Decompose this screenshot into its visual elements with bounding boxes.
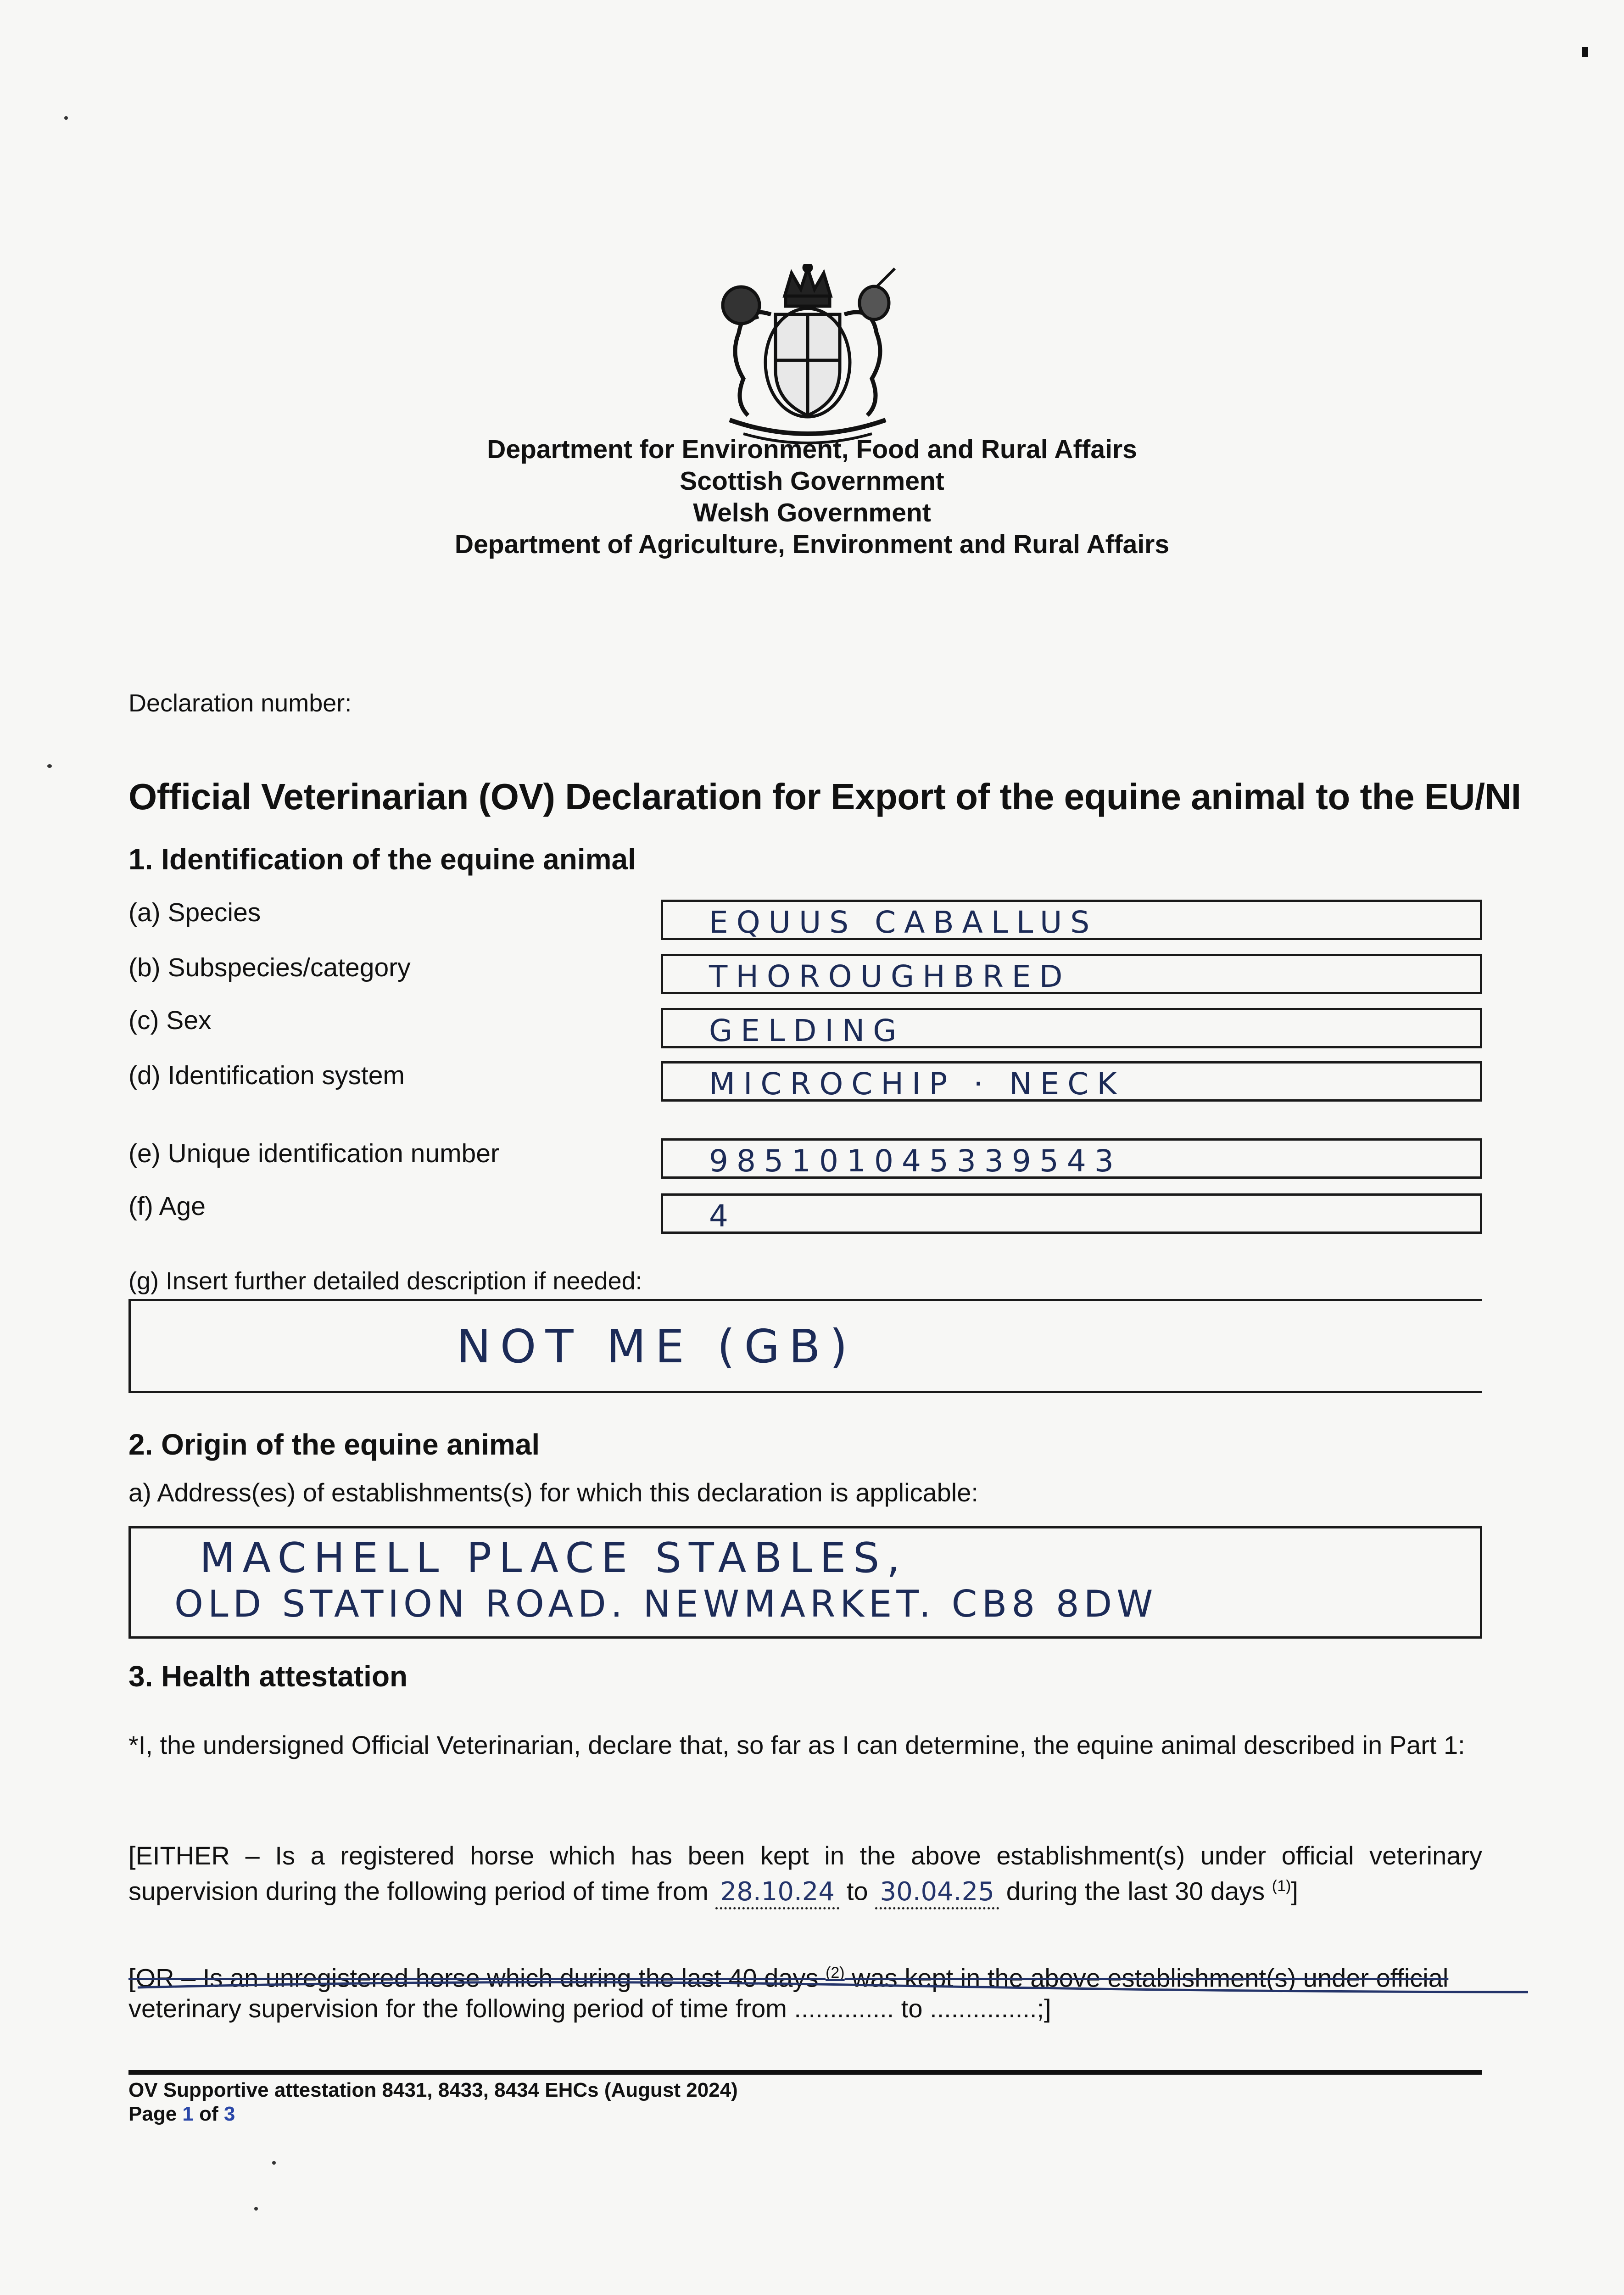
or-text-a: [OR – Is an unregistered horse which during the last 40 days bbox=[128, 1963, 819, 1993]
age-field[interactable] bbox=[661, 1193, 1482, 1234]
ov-declaration-text: *I, the undersigned Official Veterinarian, declare that, so far as I can determine, the equine animal described in Part 1: bbox=[128, 1730, 1465, 1759]
address-line-2: OLD STATION ROAD. NEWMARKET. CB8 8DW bbox=[174, 1583, 1158, 1625]
page-indicator bbox=[128, 2102, 738, 2126]
scan-speck bbox=[272, 2161, 276, 2165]
species-field[interactable] bbox=[661, 900, 1482, 940]
scan-speck bbox=[47, 764, 52, 768]
sex-field[interactable] bbox=[661, 1008, 1482, 1048]
page-of: of bbox=[199, 2103, 218, 2125]
either-from-date[interactable]: 28.10.24 bbox=[715, 1877, 839, 1909]
department-name: Department of Agriculture, Environment and Rural Affairs bbox=[454, 530, 1170, 559]
further-description-label: (g) Insert further detailed description if needed: bbox=[128, 1267, 642, 1295]
either-clause bbox=[128, 1841, 1482, 1909]
either-footnote-ref: (1) bbox=[1272, 1877, 1291, 1895]
department-name: Scottish Government bbox=[680, 466, 944, 496]
species-value: EQUUS CABALLUS bbox=[709, 905, 1098, 940]
either-to-word: to bbox=[846, 1876, 868, 1906]
either-to-date[interactable]: 30.04.25 bbox=[875, 1877, 999, 1909]
species-label: (a) Species bbox=[128, 898, 261, 927]
section-1-heading: 1. Identification of the equine animal bbox=[128, 843, 636, 876]
or-footnote-ref: (2) bbox=[826, 1964, 845, 1982]
or-line-2: veterinary supervision for the following period of time from .............. to ...............;] bbox=[128, 1993, 1051, 2023]
address-box[interactable] bbox=[128, 1526, 1482, 1639]
subspecies-label: (b) Subspecies/category bbox=[128, 953, 411, 982]
page-prefix: Page bbox=[128, 2103, 177, 2125]
footer-rule bbox=[128, 2070, 1482, 2075]
handwritten-strike-line bbox=[138, 1969, 1537, 2006]
unique-id-value: 985101045339543 bbox=[709, 1143, 1122, 1179]
issuing-departments bbox=[0, 434, 1624, 560]
age-value: 4 bbox=[709, 1198, 737, 1234]
identification-system-field[interactable] bbox=[661, 1061, 1482, 1102]
either-line-2 bbox=[128, 1871, 1482, 1909]
scan-speck bbox=[1582, 47, 1588, 57]
further-description-value: NOT ME (GB) bbox=[457, 1320, 857, 1373]
identification-system-value: MICROCHIP · NECK bbox=[709, 1066, 1125, 1102]
section-3-heading: 3. Health attestation bbox=[128, 1660, 408, 1693]
or-text-b: was kept in the above establishment(s) under official bbox=[852, 1963, 1449, 1993]
age-label: (f) Age bbox=[128, 1192, 206, 1221]
footer-attestation: OV Supportive attestation 8431, 8433, 8434 EHCs (August 2024) bbox=[128, 2079, 738, 2101]
page-number: 1 bbox=[182, 2103, 194, 2125]
unique-id-field[interactable] bbox=[661, 1138, 1482, 1179]
department-name: Welsh Government bbox=[693, 498, 931, 527]
subspecies-value: THOROUGHBRED bbox=[709, 959, 1071, 994]
department-name: Department for Environment, Food and Rural Affairs bbox=[487, 435, 1137, 464]
either-close-bracket: ] bbox=[1291, 1876, 1298, 1906]
scan-speck bbox=[64, 116, 68, 120]
section-2-heading: 2. Origin of the equine animal bbox=[128, 1428, 540, 1461]
sex-value: GELDING bbox=[709, 1013, 905, 1048]
either-line-1: [EITHER – Is a registered horse which has been kept in the above establishment(s) under official veterinary bbox=[128, 1841, 1482, 1870]
page-total: 3 bbox=[223, 2103, 235, 2125]
either-text-end: during the last 30 days bbox=[1006, 1876, 1265, 1906]
royal-coat-of-arms-logo bbox=[702, 264, 913, 448]
page-title: Official Veterinarian (OV) Declaration for Export of the equine animal to the EU/NI bbox=[128, 776, 1521, 817]
sex-label: (c) Sex bbox=[128, 1006, 212, 1035]
unique-id-label: (e) Unique identification number bbox=[128, 1139, 499, 1168]
footer bbox=[128, 2078, 738, 2126]
scan-speck bbox=[254, 2207, 258, 2211]
address-line-1: MACHELL PLACE STABLES, bbox=[200, 1534, 907, 1582]
further-description-box[interactable] bbox=[128, 1299, 1482, 1393]
address-label: a) Address(es) of establishments(s) for which this declaration is applicable: bbox=[128, 1478, 978, 1507]
declaration-number-label: Declaration number: bbox=[128, 689, 352, 717]
identification-system-label: (d) Identification system bbox=[128, 1061, 405, 1090]
either-text-start: supervision during the following period of time from bbox=[128, 1876, 709, 1906]
subspecies-field[interactable] bbox=[661, 954, 1482, 994]
